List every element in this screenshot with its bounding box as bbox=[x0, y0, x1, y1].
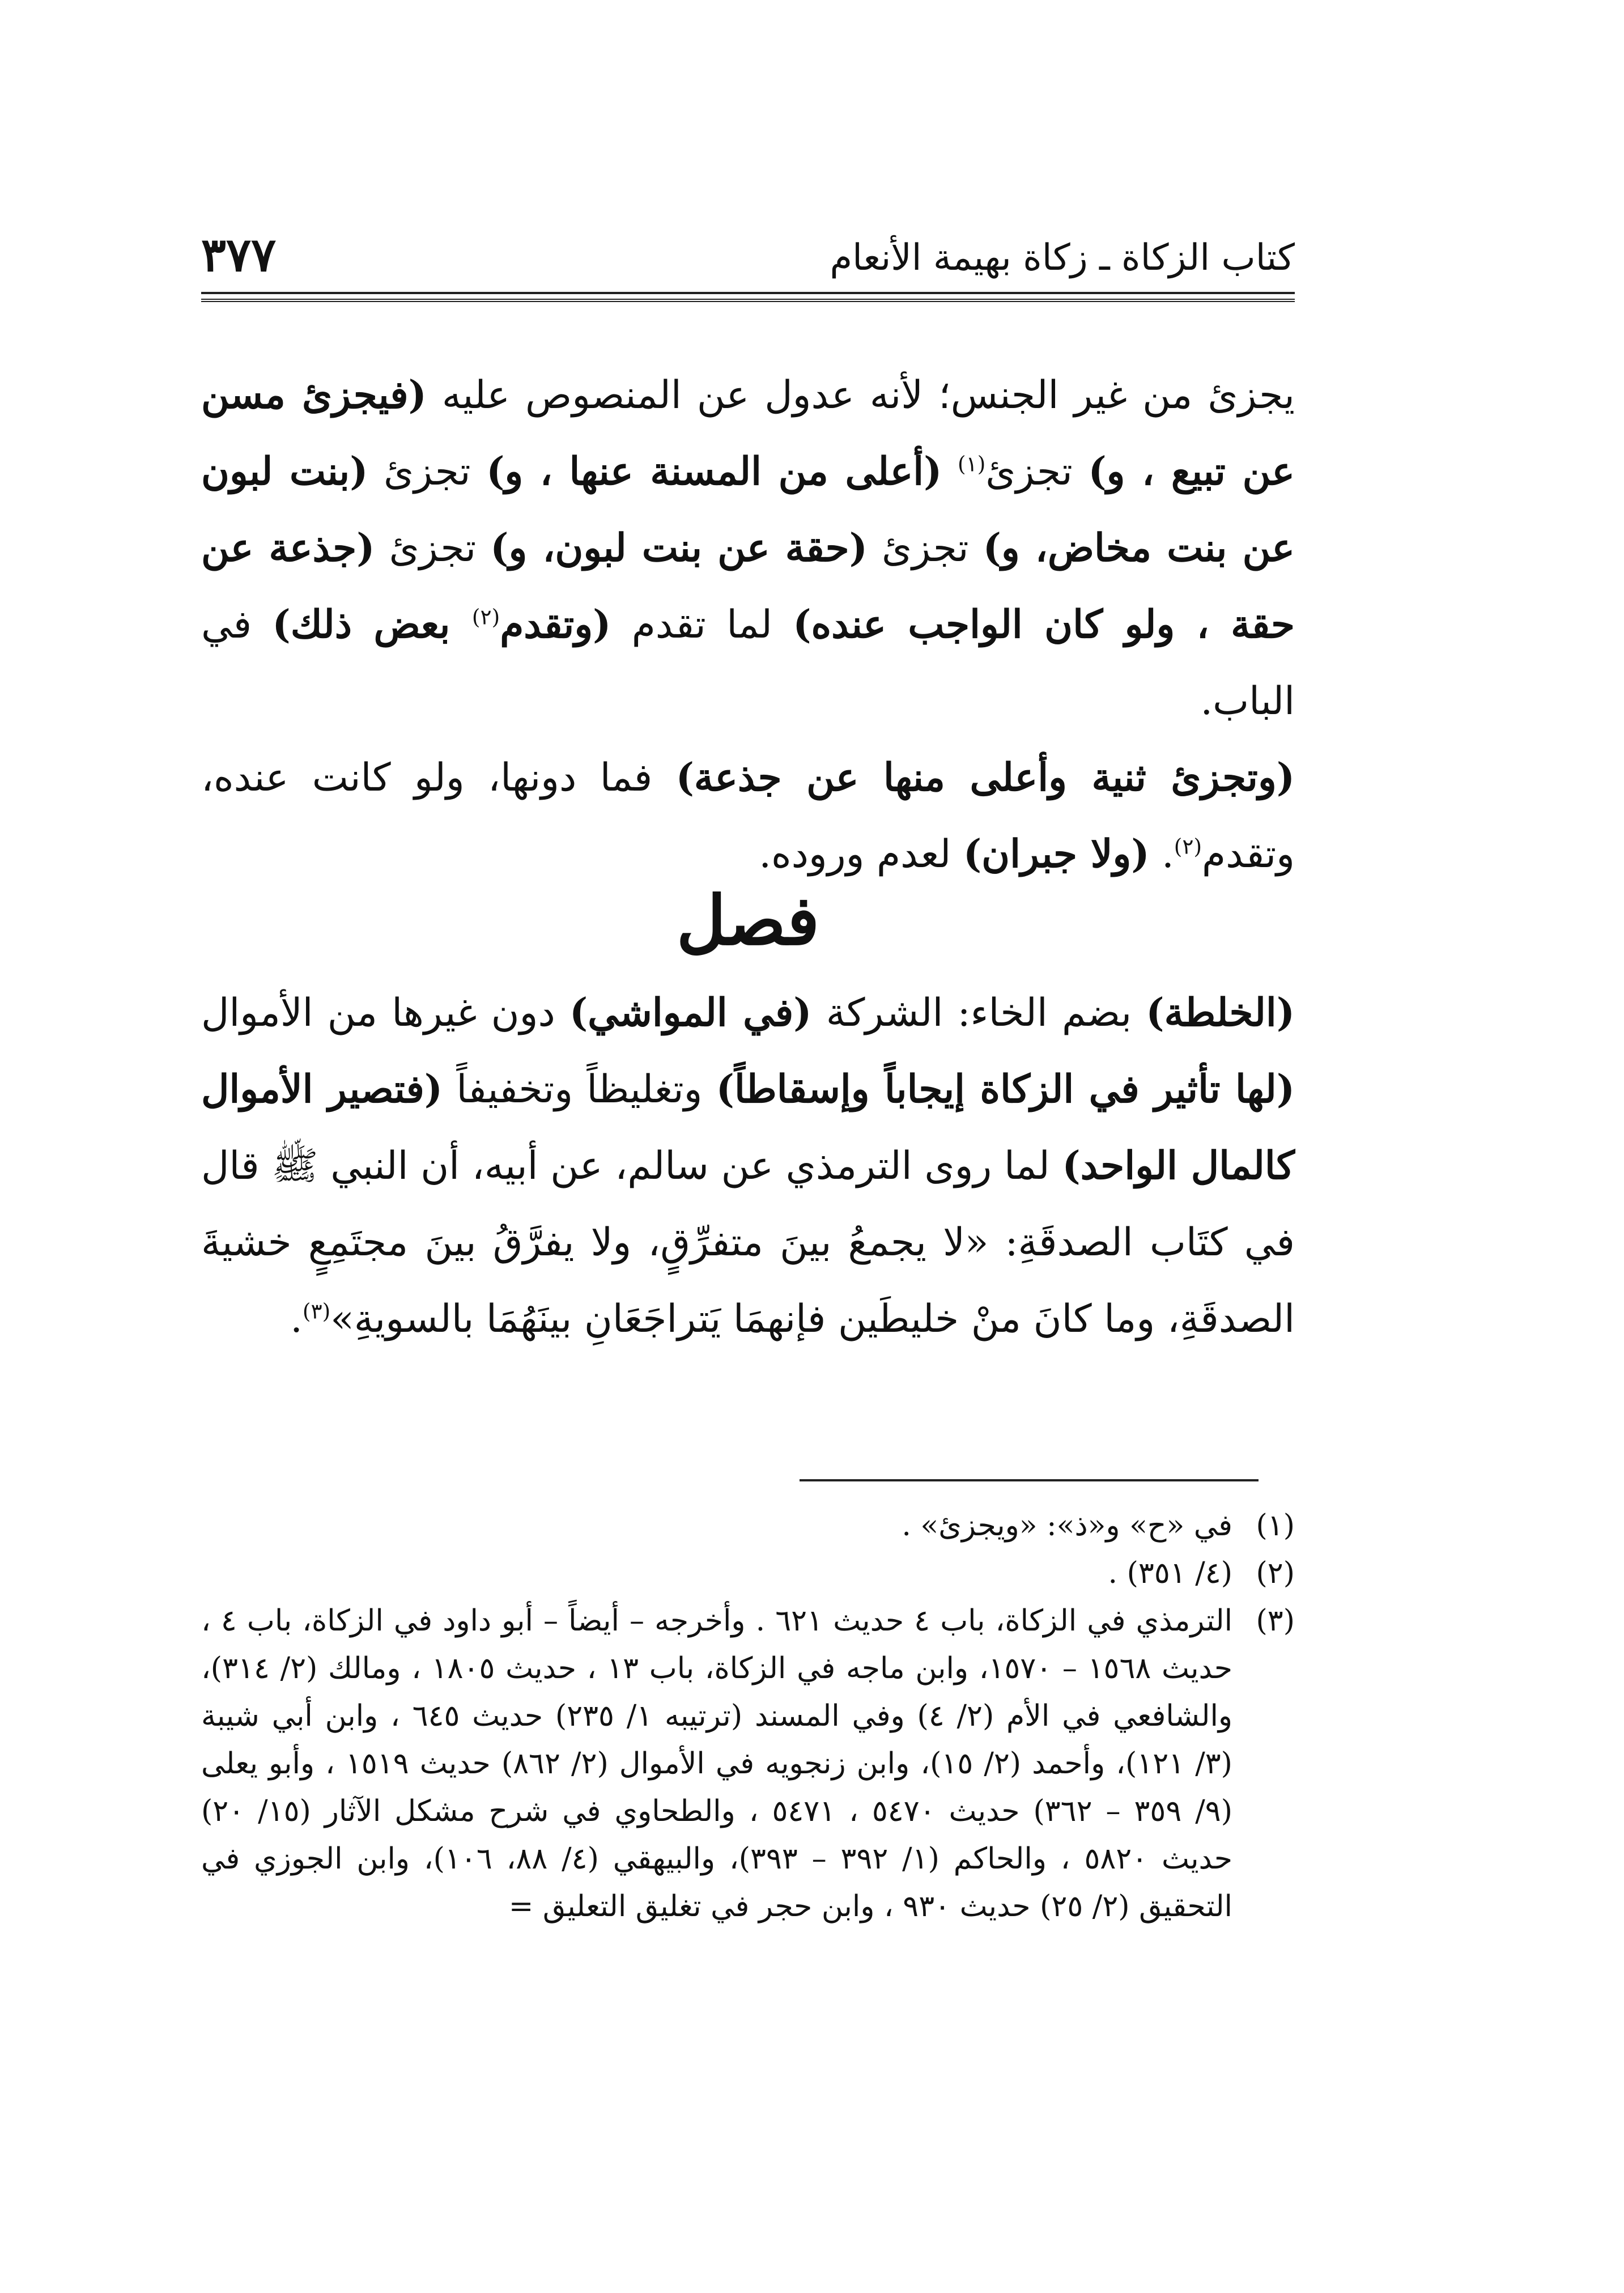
text-run: تجزئ bbox=[375, 526, 491, 571]
text-run: تجزئ bbox=[368, 449, 487, 494]
bold-run: بعض ذلك) bbox=[272, 602, 472, 647]
bold-run: (لها تأثير في الزكاة إيجاباً وإسقاطاً) bbox=[716, 1067, 1295, 1112]
bold-run: (أعلى من المسنة عنها ، و) bbox=[486, 449, 942, 494]
text-run: يجزئ من غير الجنس؛ لأنه عدول عن المنصوص عليه bbox=[426, 373, 1295, 418]
text-run: تجزئ bbox=[867, 526, 983, 571]
footnote-ref-3[interactable]: (٣) bbox=[302, 1298, 331, 1324]
text-run: . bbox=[290, 1297, 303, 1341]
footnote-text: (٤/ ٣٥١) . bbox=[1108, 1556, 1232, 1590]
text-run: وتغليظاً وتخفيفاً bbox=[443, 1067, 716, 1112]
bold-run: (فيجزئ مسن عن تبيع ، و) bbox=[201, 372, 1295, 494]
text-run: لما تقدم bbox=[611, 602, 793, 647]
paragraph-2 bbox=[201, 740, 1295, 893]
text-run: لعدم وروده. bbox=[759, 832, 963, 877]
text-run: دون غيرها من الأموال bbox=[201, 991, 569, 1035]
bold-run: (الخلطة) bbox=[1146, 990, 1295, 1035]
header-rule bbox=[201, 292, 1295, 302]
page-number: ٣٧٧ bbox=[201, 228, 277, 282]
footnote-separator bbox=[800, 1479, 1259, 1481]
footnote-3 bbox=[201, 1597, 1295, 1930]
footnote-text: في «ح» و«ذ»: «ويجزئ» . bbox=[902, 1509, 1232, 1543]
text-run: في الباب. bbox=[201, 602, 1295, 724]
bold-run: (جذعة عن حقة ، ولو كان الواجب عنده) bbox=[201, 525, 1295, 647]
footnote-2 bbox=[201, 1549, 1295, 1597]
bold-run: (فتصير الأموال كالمال الواحد) bbox=[201, 1067, 1295, 1188]
chapter-title: كتاب الزكاة ـ زكاة بهيمة الأنعام bbox=[830, 237, 1295, 279]
text-run: . bbox=[1149, 832, 1174, 877]
section-text-block bbox=[201, 975, 1295, 1357]
text-run: فما دونها، ولو كانت عنده، وتقدم bbox=[201, 755, 1295, 877]
main-text-block bbox=[201, 357, 1295, 893]
footnote-1 bbox=[201, 1502, 1295, 1549]
footnote-ref-1[interactable]: (١) bbox=[958, 451, 986, 477]
bold-run: (بنت لبون عن بنت مخاض، و) bbox=[201, 449, 1295, 571]
paragraph-3 bbox=[201, 975, 1295, 1357]
footnote-number: (١) bbox=[1256, 1509, 1295, 1543]
text-run: تجزئ bbox=[985, 449, 1089, 494]
footnote-ref-2[interactable]: (٢) bbox=[1174, 834, 1202, 859]
footnote-number: (٣) bbox=[1256, 1604, 1295, 1638]
paragraph-1 bbox=[201, 357, 1295, 740]
section-heading: فصل bbox=[676, 881, 820, 961]
text-run bbox=[942, 449, 958, 494]
bold-run: (وتقدم bbox=[500, 602, 611, 647]
footnote-number: (٢) bbox=[1256, 1556, 1295, 1590]
bold-run: (حقة عن بنت لبون، و) bbox=[490, 525, 868, 571]
text-run: لما روى الترمذي عن سالم، عن أبيه، أن النبي ﷺ قال في كتَاب الصدقَةِ: «لا يجمعُ بينَ متفرِّقٍ، ولا يفرَّقُ بينَ مجتَمِعٍ خشيةَ الصدقَةِ، وما كانَ منْ خليطَين فإنهمَا يَتراجَعَانِ بينَهُمَا بالسويةِ» bbox=[201, 1144, 1295, 1341]
bold-run: (وتجزئ ثنية وأعلى منها عن جذعة) bbox=[675, 755, 1295, 800]
running-header bbox=[201, 227, 1295, 289]
text-run: بضم الخاء: الشركة bbox=[811, 991, 1146, 1035]
footnotes bbox=[201, 1502, 1295, 1930]
footnote-ref-2[interactable]: (٢) bbox=[471, 604, 500, 630]
footnote-text: الترمذي في الزكاة، باب ٤ حديث ٦٢١ . وأخرجه – أيضاً – أبو داود في الزكاة، باب ٤ ، حديث ١٥٦٨ – ١٥٧٠، وابن ماجه في الزكاة، باب ١٣ ، حديث ١٨٠٥ ، ومالك (٢/ ٣١٤)، والشافعي في الأم (٢/ ٤) وفي المسند (ترتيبه ١/ ٢٣٥) حديث ٦٤٥ ، وابن أبي شيبة (٣/ ١٢١)، وأحمد (٢/ ١٥)، وابن زنجويه في الأموال (٢/ ٨٦٢) حديث ١٥١٩ ، وأبو يعلى (٩/ ٣٥٩ – ٣٦٢) حديث ٥٤٧٠ ، ٥٤٧١ ، والطحاوي في شرح مشكل الآثار (١٥/ ٢٠) حديث ٥٨٢٠ ، والحاكم (١/ ٣٩٢ – ٣٩٣)، والبيهقي (٤/ ٨٨، ١٠٦)، وابن الجوزي في التحقيق (٢/ ٢٥) حديث ٩٣٠ ، وابن حجر في تغليق التعليق = bbox=[201, 1604, 1233, 1923]
bold-run: (في المواشي) bbox=[569, 990, 812, 1035]
bold-run: (ولا جبران) bbox=[963, 831, 1150, 877]
